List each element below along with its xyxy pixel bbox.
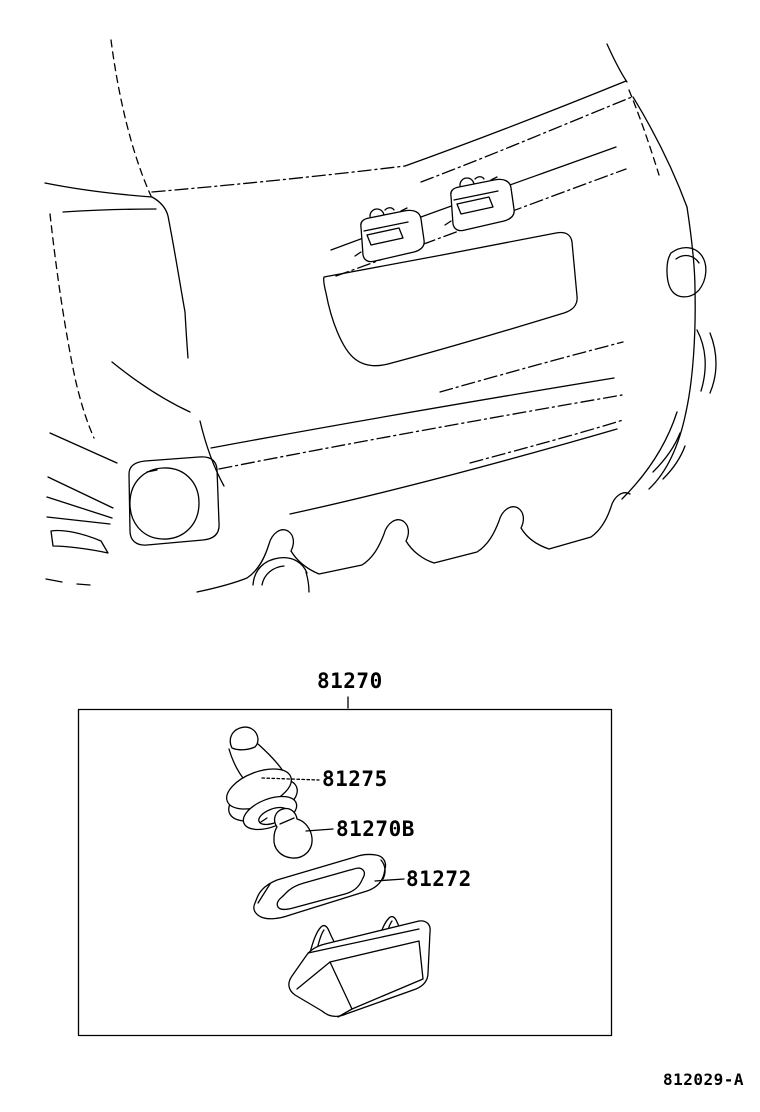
- callout-gasket-part-number: 81272: [406, 867, 472, 891]
- bulb-drawing: [274, 809, 312, 859]
- license-lamp-unit-right: [445, 177, 514, 231]
- lens-housing-drawing: [289, 917, 430, 1017]
- bumper-skid-edge: [197, 493, 630, 592]
- gasket-drawing: [254, 854, 386, 918]
- assembly-part-number: 81270: [317, 669, 383, 693]
- vehicle-rear-line-art: [45, 40, 716, 592]
- callout-bulb-part-number: 81270B: [336, 817, 415, 841]
- callout-socket-part-number: 81275: [322, 767, 388, 791]
- rear-fog-lamp-left: [129, 457, 219, 545]
- license-lamp-unit-left: [355, 208, 424, 262]
- license-plate-recess: [324, 232, 578, 365]
- figure-code: 812029-A: [663, 1070, 745, 1089]
- section-hatching: [46, 433, 117, 585]
